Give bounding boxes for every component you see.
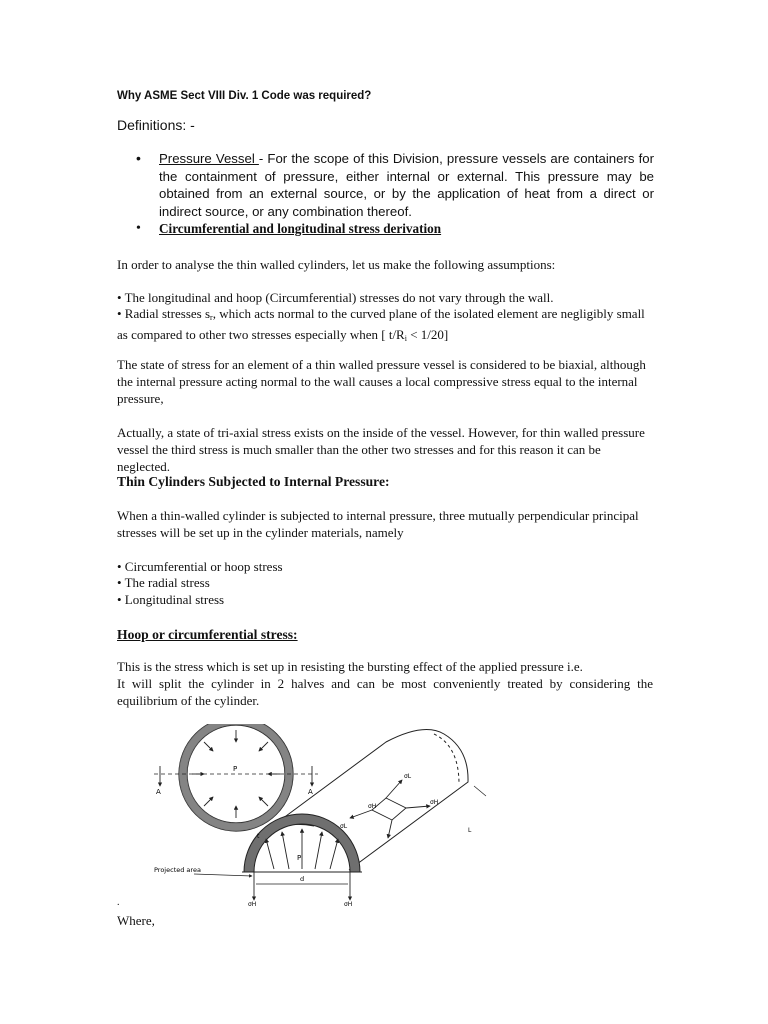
biaxial-paragraph: The state of stress for an element of a thin walled pressure vessel is considered to be biaxial, although the internal pressure acting normal to the wall causes a local compressive stress equal to the internal pressure, [117,357,646,406]
label-sigma-l: σL [404,773,412,780]
thin-cylinders-paragraph: When a thin-walled cylinder is subjected to internal pressure, three mutually perpendicular principal stresses will be set up in the cylinder materials, namely [117,508,639,540]
label-sigma-h-left: σH [248,901,257,906]
label-sigma-l-2: σL [340,823,348,830]
label-a-right: A [308,788,313,796]
cylinder-stress-diagram [124,724,514,906]
assumption-2-part-c: < 1/20] [406,326,449,342]
subscript-i: i [404,333,407,343]
stress-item-1: • Circumferential or hoop stress [117,559,283,574]
label-sigma-h-element: σH [430,799,439,806]
thin-cylinders-heading: Thin Cylinders Subjected to Internal Pressure: [117,474,390,489]
label-p-ring: P [233,765,238,773]
assumption-2-part-a: • Radial stresses s [117,306,211,321]
stress-derivation-title: Circumferential and longitudinal stress derivation [159,221,442,236]
hoop-paragraph-1: This is the stress which is set up in resisting the bursting effect of the applied pressure i.e. [117,659,583,674]
triaxial-paragraph: Actually, a state of tri-axial stress exists on the inside of the vessel. However, for thin walled pressure vessel the third stress is much smaller than the other two stresses and for this reason it can be neglected. [117,425,645,474]
stress-element [350,780,430,838]
subscript-r: r [210,313,213,322]
label-d: d [300,875,305,883]
definitions-list [134,150,654,238]
definition-text: - For the scope of this Division, pressure vessels are containers for the containment of pressure, either internal or external. This pressure may be obtained from an external source, or by the application of heat from a direct or indirect source, or any combination thereof. [159,151,654,219]
stress-item-2: • The radial stress [117,575,210,590]
term-pressure-vessel: Pressure Vessel [159,151,259,166]
where-label: Where, [117,913,155,928]
hoop-paragraph-2: It will split the cylinder in 2 halves and can be most conveniently treated by considering the equilibrium of the cylinder. [117,676,653,708]
bullet-dot-icon: • [136,221,141,236]
bullet-dot-icon: • [136,150,141,166]
label-p-half: P [297,854,302,862]
assumption-2 [117,306,653,348]
projected-area-text: Projected area [154,866,201,874]
cylinder-body [259,730,486,871]
label-sigma-h-2: σH [368,803,377,810]
assumption-2-part-b: , which acts normal to the curved plane of the isolated element are negligibly small as compared to other two stresses especially when [ t/R [117,306,645,342]
label-t: t [257,833,260,840]
assumption-1: • The longitudinal and hoop (Circumferential) stresses do not vary through the wall. [117,290,554,305]
dot-mark: . [117,897,120,908]
label-projected-area [154,866,201,874]
label-a-left: A [156,788,161,796]
assumptions-intro: In order to analyse the thin walled cylinders, let us make the following assumptions: [117,257,556,272]
hoop-stress-heading: Hoop or circumferential stress: [117,627,298,642]
list-item [134,150,654,220]
definitions-label: Definitions: - [117,117,195,133]
page-heading: Why ASME Sect VIII Div. 1 Code was required? [117,90,372,102]
label-sigma-h-right: σH [344,901,353,906]
stress-item-3: • Longitudinal stress [117,592,225,607]
label-length: L [468,827,472,834]
list-item [134,220,654,238]
